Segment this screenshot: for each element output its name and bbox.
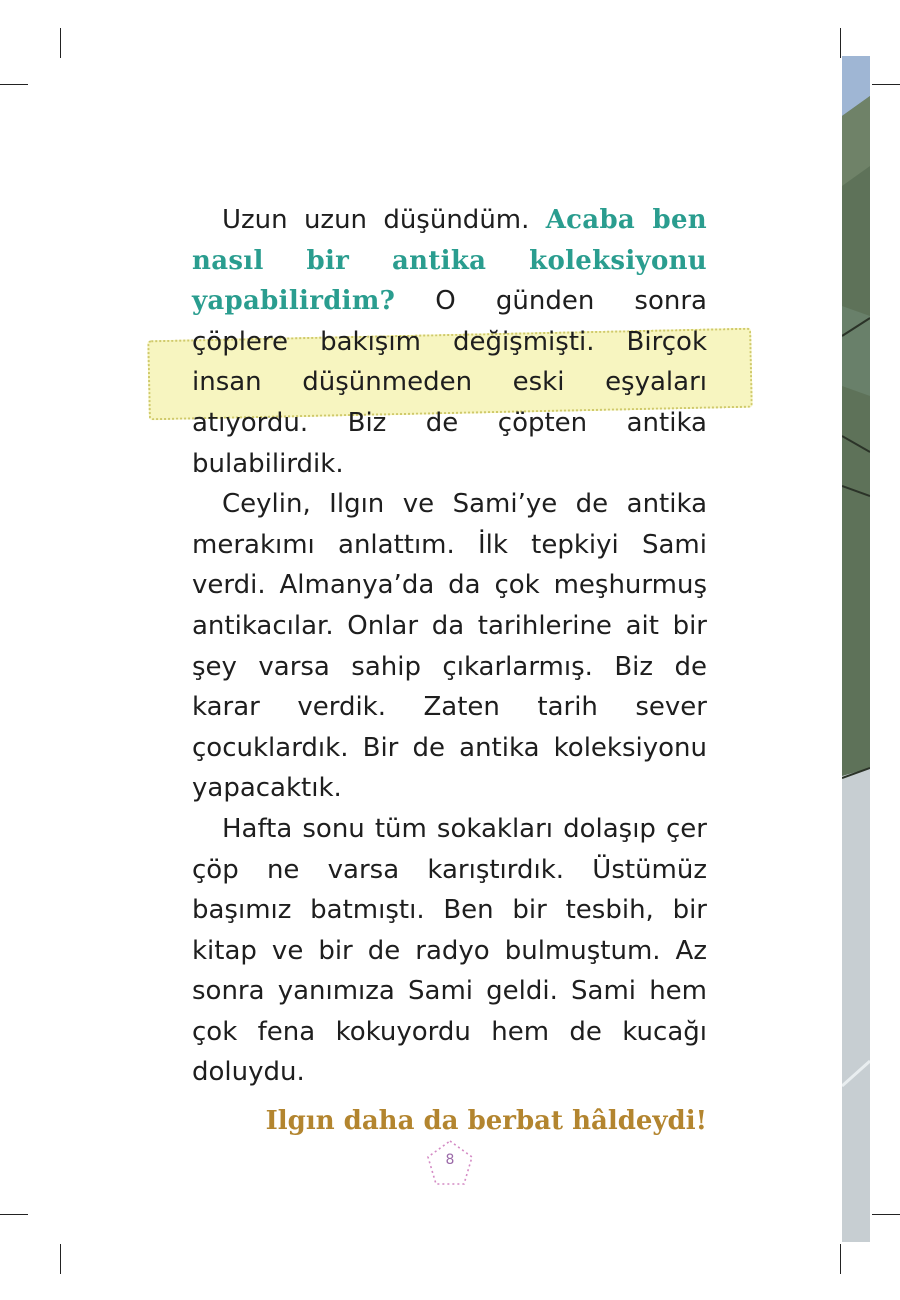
crop-mark — [840, 1244, 841, 1274]
crop-mark — [840, 28, 841, 58]
crop-mark — [0, 84, 28, 85]
page-number-label: 8 — [445, 1152, 455, 1168]
paragraph-2 — [192, 484, 707, 809]
text-span: Ceylin, Ilgın ve Sami’ye de antika merakımı anlattım. İlk tepkiyi Sami verdi. Almanya’da da çok meşhurmuş antikacılar. Onlar da tarihlerine ait bir şey varsa sahip çıkarlarmış. Biz de karar verdik. Zaten tarih sever çocuklardık. Bir de antika koleksiyonu yapacaktık. — [192, 489, 707, 804]
text-span: O günden sonra çöplere bakışım değişmişti. Birçok insan düşünmeden eski eşyaları atıyordu. Biz de çöpten antika bulabilirdik. — [192, 286, 707, 479]
text-span: Uzun uzun düşündüm. — [222, 205, 546, 235]
crop-mark — [60, 1244, 61, 1274]
crop-mark — [60, 28, 61, 58]
paragraph-1 — [192, 200, 707, 484]
crop-mark — [0, 1214, 28, 1215]
text-span: Hafta sonu tüm sokakları dolaşıp çer çöp ne varsa karıştırdık. Üstümüz başımız batmıştı. Ben bir tesbih, bir kitap ve bir de radyo bulmuştum. Az sonra yanımıza Sami geldi. Sami hem çok fena kokuyordu hem de kucağı doluydu. — [192, 813, 707, 1088]
highlighted-question: Acaba ben nasıl bir antika koleksiyonu yapabilirdim? — [192, 205, 707, 317]
crop-mark — [872, 84, 900, 85]
page-number — [425, 1138, 475, 1188]
closing-line: Ilgın daha da berbat hâldeydi! — [265, 1106, 707, 1137]
body-text — [192, 200, 707, 1142]
paragraph-3 — [192, 809, 707, 1093]
crop-mark — [872, 1214, 900, 1215]
page-edge-illustration — [842, 56, 870, 1242]
